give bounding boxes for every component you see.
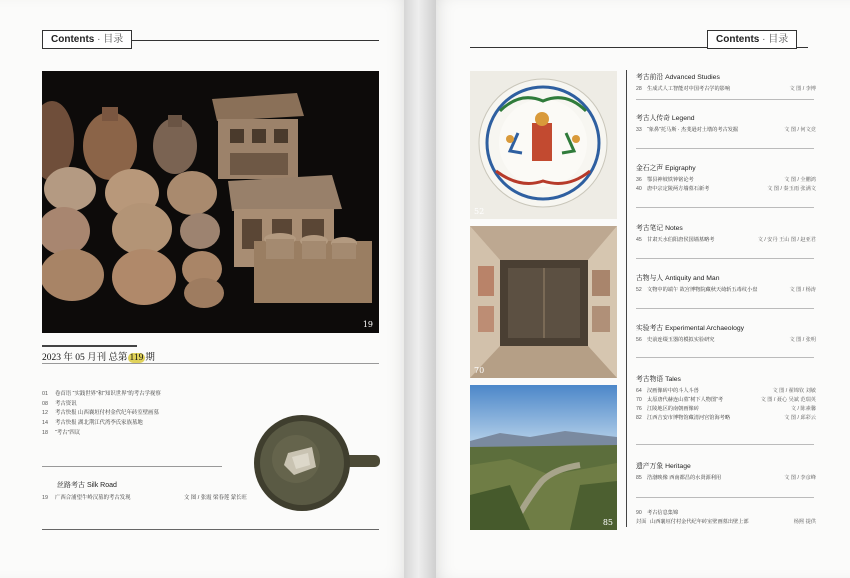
toc-section xyxy=(636,373,816,423)
issue-suffix: 期 xyxy=(145,353,155,363)
issue-divider xyxy=(42,363,379,364)
toc-title: 鄂县神坡铁钟铭论考 xyxy=(647,177,694,183)
left-toc xyxy=(42,390,242,439)
silk-road-credit: 文 图 / 张霞 梁春莲 蒙长旺 xyxy=(184,495,247,501)
toc-page: 90 xyxy=(636,510,642,516)
section-divider xyxy=(636,258,814,259)
toc-item[interactable] xyxy=(636,336,816,345)
toc-title: 考古资讯 xyxy=(55,400,77,407)
left-bottom-rule xyxy=(42,529,379,530)
toc-page: 14 xyxy=(42,420,48,427)
toc-title: 广西合浦望牛岭汉墓的考古发现 xyxy=(55,495,131,501)
toc-item[interactable] xyxy=(636,396,816,405)
right-header-label xyxy=(707,30,797,49)
toc-section xyxy=(636,222,816,245)
toc-title: 卷首语 “实践世界”和“知识世界”的考古学视察 xyxy=(55,391,161,397)
toc-page: 56 xyxy=(636,337,642,343)
toc-credit: 文 图 / 李博 xyxy=(789,86,816,92)
figure-number: 52 xyxy=(474,207,485,216)
toc-credit: 杨熙 提供 xyxy=(793,519,816,525)
toc-item[interactable] xyxy=(636,185,816,194)
toc-item[interactable] xyxy=(636,405,816,414)
toc-page: 19 xyxy=(42,495,48,501)
toc-title: 唐中宗定陵两方墙墓石新考 xyxy=(647,186,710,192)
toc-page: 28 xyxy=(636,86,642,92)
section-divider xyxy=(636,444,814,445)
toc-item[interactable] xyxy=(42,409,242,419)
toc-title: 太原唐代赫连山墓“树下人物图”考 xyxy=(647,397,724,403)
section-title: 实验考古 Experimental Archaeology xyxy=(636,325,745,332)
toc-title: 文物中的端午 故宫博物院藏秋天绮斩五毒纹小盘 xyxy=(647,287,758,293)
toc-page: 76 xyxy=(636,406,642,412)
section-title: 考古前沿 Advanced Studies xyxy=(636,74,720,81)
toc-credit: 文 / 陈素馨 xyxy=(790,406,816,412)
section-title: 考古笔记 Notes xyxy=(636,225,683,232)
toc-item[interactable] xyxy=(42,390,242,400)
section-divider xyxy=(636,357,814,358)
header-sep: · xyxy=(97,34,101,45)
toc-section xyxy=(636,460,816,483)
toc-page: 82 xyxy=(636,415,642,421)
toc-section xyxy=(636,162,816,194)
toc-section xyxy=(636,322,816,345)
toc-page: 64 xyxy=(636,388,642,394)
figure-number: 85 xyxy=(602,518,613,527)
toc-item[interactable] xyxy=(636,286,816,295)
toc-page: 01 xyxy=(42,391,48,397)
header-en: Contents xyxy=(716,34,760,45)
toc-item[interactable] xyxy=(636,85,816,94)
toc-section xyxy=(636,112,816,135)
toc-title: 考古信息集锦 xyxy=(647,510,679,516)
issue-prefix: 2023 年 05 月刊 总第 xyxy=(42,353,128,363)
toc-page: 封面 xyxy=(636,519,647,525)
toc-title: 浩渤映像 西南都昌的水贤源利用 xyxy=(647,475,722,481)
toc-item[interactable] xyxy=(636,176,816,185)
toc-vertical-rule xyxy=(626,70,627,527)
toc-page: 45 xyxy=(636,237,642,243)
left-header-label xyxy=(42,30,132,49)
toc-section xyxy=(636,272,816,295)
toc-credit: 文 图 / 邱彩云 xyxy=(784,415,816,421)
book-gutter xyxy=(404,0,436,578)
toc-title: “象鼻”托马斯 · 杰斐逊对土墩的考古发掘 xyxy=(647,127,739,133)
header-en: Contents xyxy=(51,34,95,45)
toc-title: 史前连缀玉器的模拟实验研究 xyxy=(647,337,715,343)
toc-title: “考古”四议 xyxy=(55,429,81,436)
toc-title: 考古快报 湖北荆江代湾李氏家族墓地 xyxy=(55,420,143,427)
section-divider xyxy=(636,99,814,100)
silk-road-rule xyxy=(42,466,222,467)
plate-photo xyxy=(470,71,617,219)
header-cn: 目录 xyxy=(768,34,789,45)
toc-page: 12 xyxy=(42,410,48,417)
toc-item[interactable] xyxy=(636,414,816,423)
tomb-photo xyxy=(470,226,617,378)
toc-credit: 文 图 / 翟锦钦 刘敏 xyxy=(772,388,816,394)
toc-title: 考古快报 山西襄垣付村金代纪年砖室壁画墓 xyxy=(55,410,159,417)
toc-title: 山西襄垣付村金代纪年砖室壁画墓出壁上部 xyxy=(650,519,749,525)
toc-page: 85 xyxy=(636,475,642,481)
toc-page: 36 xyxy=(636,177,642,183)
toc-item[interactable] xyxy=(636,474,816,483)
toc-title: 汉画像砖中的斗人斗兽 xyxy=(647,388,699,394)
toc-title: 江西吉安市博物馆藏清河宫馆海考略 xyxy=(647,415,731,421)
toc-page: 18 xyxy=(42,429,48,436)
toc-title: 生成式人工智能对中国考古学的影响 xyxy=(647,86,731,92)
toc-item[interactable] xyxy=(42,419,242,429)
header-cn: 目录 xyxy=(103,34,124,45)
toc-item[interactable] xyxy=(636,509,816,518)
toc-credit: 文 图 / 聂心 吴斌 范瑞英 xyxy=(760,397,816,403)
issue-rule xyxy=(42,345,137,347)
bronze-mirror-photo xyxy=(250,405,380,525)
toc-credit: 文 图 / 何文竞 xyxy=(784,127,816,133)
pottery-photo xyxy=(42,71,379,333)
toc-credit: 文 图 / 秦玉雨 张满文 xyxy=(767,186,816,192)
toc-item[interactable] xyxy=(636,236,816,245)
stove-model xyxy=(254,233,372,303)
silk-road-item[interactable] xyxy=(42,493,130,501)
toc-item[interactable] xyxy=(42,400,242,410)
toc-credit: 文 图 / 杨涛 xyxy=(789,287,816,293)
header-sep: · xyxy=(762,34,766,45)
house-model-top xyxy=(212,93,304,179)
landscape-photo xyxy=(470,385,617,530)
toc-section xyxy=(636,71,816,94)
figure-number: 19 xyxy=(362,320,373,329)
issue-number: 119 xyxy=(129,353,144,363)
section-divider xyxy=(636,148,814,149)
toc-item[interactable] xyxy=(636,518,816,527)
toc-credit: 文 图 / 张明 xyxy=(789,337,816,343)
toc-credit: 文 / 安丹 王山 图 / 赵亚君 xyxy=(757,237,816,243)
toc-page: 40 xyxy=(636,186,642,192)
toc-page: 70 xyxy=(636,397,642,403)
toc-item[interactable] xyxy=(636,387,816,396)
section-divider xyxy=(636,497,814,498)
toc-item[interactable] xyxy=(42,429,242,439)
figure-number: 70 xyxy=(474,366,485,375)
toc-page: 08 xyxy=(42,400,48,407)
section-divider xyxy=(636,207,814,208)
section-divider xyxy=(636,308,814,309)
toc-title: 江陵地区的南朝画像砖 xyxy=(647,406,699,412)
section-title: 金石之声 Epigraphy xyxy=(636,165,696,172)
toc-credit: 文 图 / 李彦峰 xyxy=(784,475,816,481)
section-title: 古物与人 Antiquity and Man xyxy=(636,275,720,282)
toc-page: 33 xyxy=(636,127,642,133)
section-title: 考古物语 Tales xyxy=(636,376,681,383)
toc-credit: 文 图 / 全鹏鸿 xyxy=(784,177,816,183)
toc-title: 甘肃天水伯阳唐侯国墙墓略考 xyxy=(647,237,715,243)
section-title: 遗产万象 Heritage xyxy=(636,463,691,470)
issue-line xyxy=(42,349,155,363)
section-title: 考古人传奇 Legend xyxy=(636,115,695,122)
toc-end-items xyxy=(636,509,816,527)
toc-item[interactable] xyxy=(636,126,816,135)
toc-page: 52 xyxy=(636,287,642,293)
silk-road-title: 丝路考古 Silk Road xyxy=(57,482,117,489)
